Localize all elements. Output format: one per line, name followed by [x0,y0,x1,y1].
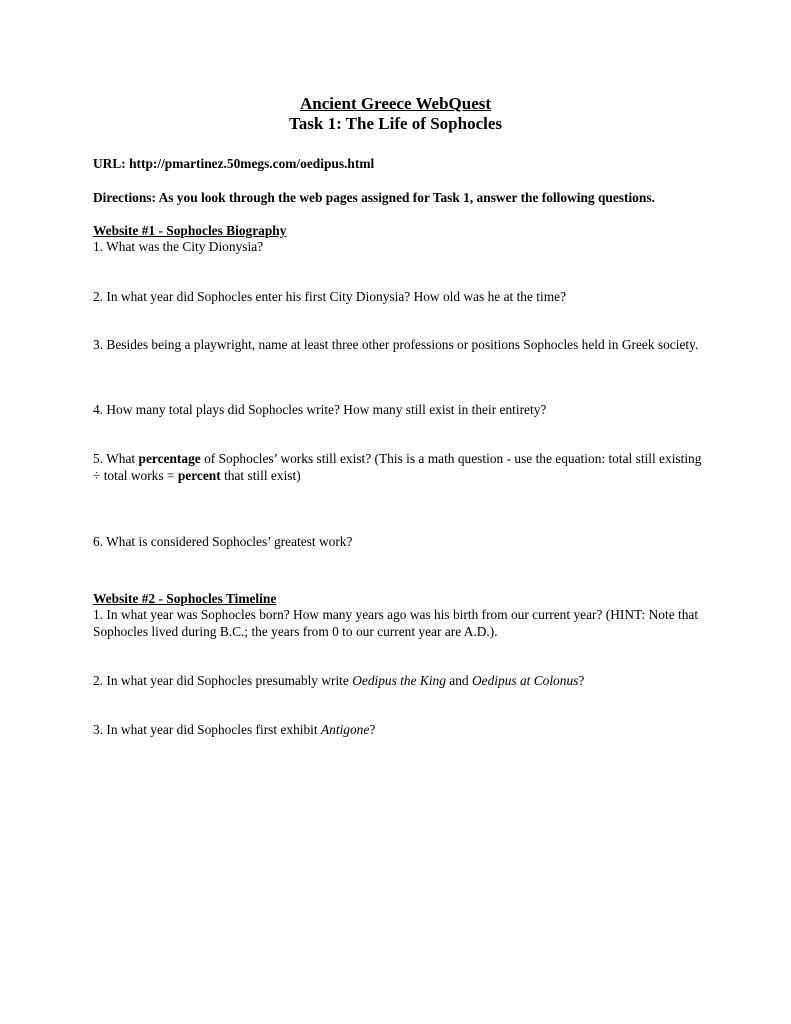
section1-question-1: 1. What was the City Dionysia? [93,239,264,254]
page-subtitle: Task 1: The Life of Sophocles [288,114,502,133]
section1-heading: Website #1 - Sophocles Biography [93,223,287,238]
s2q3-title-antigone: Antigone [320,722,370,737]
section1-question-4: 4. How many total plays did Sophocles write? How many still exist in their entirety? [93,402,547,417]
q5-text-a: 5. What [93,451,139,466]
q5-text-e: that still exist) [220,468,301,483]
s2q2-title-oedipus-king: Oedipus the King [352,673,446,688]
section2-heading: Website #2 - Sophocles Timeline [93,591,277,606]
s2q2-text-a: 2. In what year did Sophocles presumably write [93,673,353,688]
section2-question-2 [93,672,584,689]
q5-bold-percent: percent [177,468,221,483]
section1-question-2: 2. In what year did Sophocles enter his first City Dionysia? How old was he at the time? [93,289,567,304]
section1-question-3: 3. Besides being a playwright, name at least three other professions or positions Sophocles held in Greek society. [93,337,699,352]
s2q2-text-c: and [445,673,472,688]
section2-question-1: 1. In what year was Sophocles born? How many years ago was his birth from our current year? (HINT: Note that Sophocles lived during B.C.; the years from 0 to our current year are A.D.). [93,607,699,639]
s2q3-text-a: 3. In what year did Sophocles first exhibit [93,722,321,737]
q5-text-c: of Sophocles’ works still exist? (This is a math question - use the equation: total still existing ÷ total works = [93,451,702,483]
section2-question-3 [93,721,375,738]
section1-question-5 [93,450,703,484]
page-title: Ancient Greece WebQuest [299,94,492,113]
s2q3-text-c: ? [369,722,376,737]
s2q2-title-oedipus-colonus: Oedipus at Colonus [471,673,579,688]
url-line: URL: http://pmartinez.50megs.com/oedipus.html [93,156,375,171]
directions: Directions: As you look through the web pages assigned for Task 1, answer the following questions. [93,190,655,205]
q5-bold-percentage: percentage [138,451,201,466]
title-block [0,94,791,134]
s2q2-text-e: ? [578,673,585,688]
section1-question-6: 6. What is considered Sophocles’ greatest work? [93,534,353,549]
